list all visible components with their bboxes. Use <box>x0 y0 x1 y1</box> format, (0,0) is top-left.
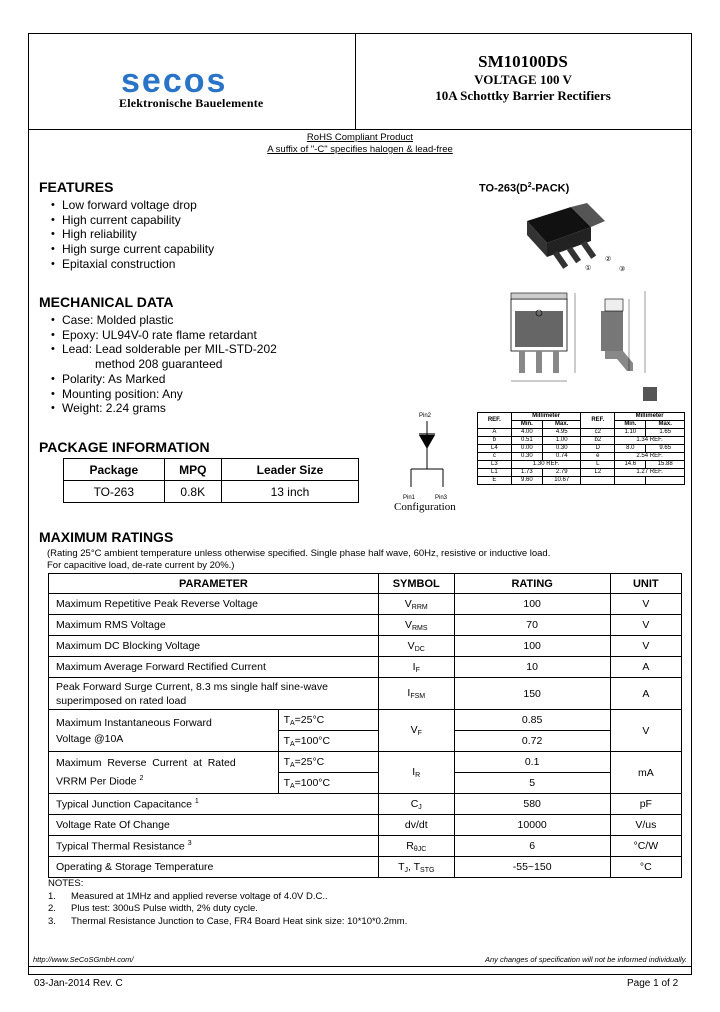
table-row: Typical Junction Capacitance $^1$ $C_J$ 580 pF <box>49 794 682 815</box>
rohs-notice <box>29 132 691 156</box>
table-cell: 0.8K <box>164 481 221 503</box>
table-row: Maximum DC Blocking Voltage $V_{DC}$ 100 V <box>49 636 682 657</box>
note-item: 1. Measured at 1MHz and applied reverse voltage of 4.0V D.C.. <box>48 890 328 902</box>
list-item: • High current capability <box>49 213 214 228</box>
pin-label: ② <box>605 256 612 263</box>
ratings-note-line-1: (Rating 25°C ambient temperature unless otherwise specified. Single phase half wave, 60Hz, resistive or inductive load. <box>47 548 551 559</box>
pin1-label: Pin1 <box>403 495 416 501</box>
device-description: 10A Schottky Barrier Rectifiers <box>435 88 611 103</box>
table-cell: TO-263 <box>64 481 165 503</box>
ratings-title: MAXIMUM RATINGS <box>39 529 174 545</box>
footer-disclaimer: Any changes of specification will not be informed individually. <box>484 955 687 964</box>
table-row: Voltage Rate Of Change dv/dt 10000 V/us <box>49 815 682 836</box>
rohs-line-2: A suffix of "-C" specifies halogen & lead-free <box>267 144 453 155</box>
table-row: $T_A=100^\circ C$ 5 <box>49 773 682 794</box>
note-item: 2. Plus test: 300uS Pulse width, 2% duty cycle. <box>48 903 258 914</box>
table-header: UNIT <box>610 574 681 594</box>
header <box>29 34 691 130</box>
list-item: • High reliability <box>49 227 214 242</box>
title-block <box>355 52 691 104</box>
package-info-title: PACKAGE INFORMATION <box>39 439 210 455</box>
list-item <box>49 342 277 371</box>
rohs-line-1: RoHS Compliant Product <box>306 132 414 143</box>
list-item: • High surge current capability <box>49 242 214 257</box>
voltage-rating: VOLTAGE 100 V <box>474 72 572 87</box>
pin3-label: Pin3 <box>435 495 448 501</box>
package-label: $TO-263(D^2-PACK)$ <box>479 182 570 195</box>
mechanical-list <box>49 313 277 416</box>
table-header: REF. <box>581 413 615 429</box>
list-item: • Mounting position: Any <box>49 387 277 402</box>
table-row: Maximum Repetitive Peak Reverse Voltage $V_{RRM}$ 100 V <box>49 594 682 615</box>
configuration-label: Configuration <box>394 501 456 513</box>
footer-divider <box>29 966 691 967</box>
ratings-note-line-2: For capacitive load, de-rate current by 20%.) <box>47 560 235 571</box>
table-header: Min. <box>511 421 542 429</box>
table-row: A 4.00 4.95 c2 1.10 1.65 <box>478 429 685 437</box>
list-item-continuation: method 208 guaranteed <box>95 357 223 372</box>
revision-date: 03-Jan-2014 Rev. C <box>34 978 123 989</box>
configuration-diagram <box>397 409 469 501</box>
table-row: Maximum Reverse Current at Rated VRRM Per Diode $^2$ $T_A=25^\circ C$ $I_R$ 0.1 mA <box>49 752 682 773</box>
table-row: Typical Thermal Resistance $^3$ $R_{\theta JC}$ 6 °C/W <box>49 836 682 857</box>
table-row: Peak Forward Surge Current, 8.3 ms single half sine-wave superimposed on rated load $I_{FSM}$ 150 A <box>49 678 682 710</box>
part-number: SM10100DS <box>478 52 568 71</box>
list-item: • Polarity: As Marked <box>49 372 277 387</box>
footer-url[interactable]: http://www.SeCoSGmbH.com/ <box>33 955 134 964</box>
package-outline-drawing <box>505 281 685 409</box>
table-row: Maximum RMS Voltage $V_{RMS}$ 70 V <box>49 615 682 636</box>
table-header: Max. <box>542 421 581 429</box>
datasheet-frame <box>28 33 692 975</box>
table-header: Package <box>64 459 165 481</box>
table-row: L1 1.73 2.79 L2 1.27 REF. <box>478 469 685 477</box>
table-header: Max. <box>646 421 685 429</box>
features-title: FEATURES <box>39 179 114 195</box>
table-header: Min. <box>615 421 646 429</box>
package-info-table <box>63 458 359 503</box>
list-item: • Low forward voltage drop <box>49 198 214 213</box>
notes <box>48 878 407 928</box>
table-row: L3 1.30 REF. L 14.6 15.88 <box>478 461 685 469</box>
table-row: Maximum Average Forward Rectified Current $I_F$ 10 A <box>49 657 682 678</box>
table-header: Millimeter <box>615 413 685 421</box>
note-item: 3. Thermal Resistance Junction to Case, FR4 Board Heat sink size: 10*10*0.2mm. <box>48 915 408 927</box>
page-number: Page 1 of 2 <box>627 978 679 989</box>
table-header: RATING <box>454 574 610 594</box>
list-item: • Weight: 2.24 grams <box>49 401 277 416</box>
table-header: PARAMETER <box>49 574 379 594</box>
pin2-label: Pin2 <box>419 413 432 419</box>
table-row: c 0.30 0.74 e 2.54 REF. <box>478 453 685 461</box>
list-item: • Case: Molded plastic <box>49 313 277 328</box>
table-row: b 0.51 1.00 b2 1.34 REF. <box>478 437 685 445</box>
list-item: • Epoxy: UL94V-0 rate flame retardant <box>49 328 277 343</box>
logo-text: secos <box>121 66 228 96</box>
table-header: REF. <box>478 413 512 429</box>
table-row: Maximum Instantaneous Forward Voltage @10A $T_A=25^\circ C$ $V_F$ 0.85 V <box>49 710 682 731</box>
company-name: Elektronische Bauelemente <box>119 96 264 110</box>
table-row: Operating & Storage Temperature $T_J$, $T_{STG}$ -55~150 °C <box>49 857 682 878</box>
table-row: $T_A=100^\circ C$ 0.72 <box>49 731 682 752</box>
secos-logo <box>119 66 269 96</box>
ratings-table <box>48 573 682 878</box>
mechanical-title: MECHANICAL DATA <box>39 294 174 310</box>
package-3d-drawing <box>509 199 639 279</box>
table-header: MPQ <box>164 459 221 481</box>
table-header: Leader Size <box>221 459 358 481</box>
pin-label: ③ <box>619 266 626 273</box>
dimensions-table <box>477 412 685 485</box>
ratings-note <box>47 548 550 572</box>
pin-label: ① <box>585 265 592 272</box>
table-row: L4 0.00 0.30 D 8.0 9.65 <box>478 445 685 453</box>
table-cell: 13 inch <box>221 481 358 503</box>
list-item-text: Lead: Lead solderable per MIL-STD-202 <box>62 342 277 357</box>
table-header: SYMBOL <box>378 574 454 594</box>
list-item: • Epitaxial construction <box>49 257 214 272</box>
table-row: E 9.60 10.67 <box>478 477 685 485</box>
notes-title: NOTES: <box>48 878 84 889</box>
features-list <box>49 198 214 272</box>
table-header: Millimeter <box>511 413 581 421</box>
